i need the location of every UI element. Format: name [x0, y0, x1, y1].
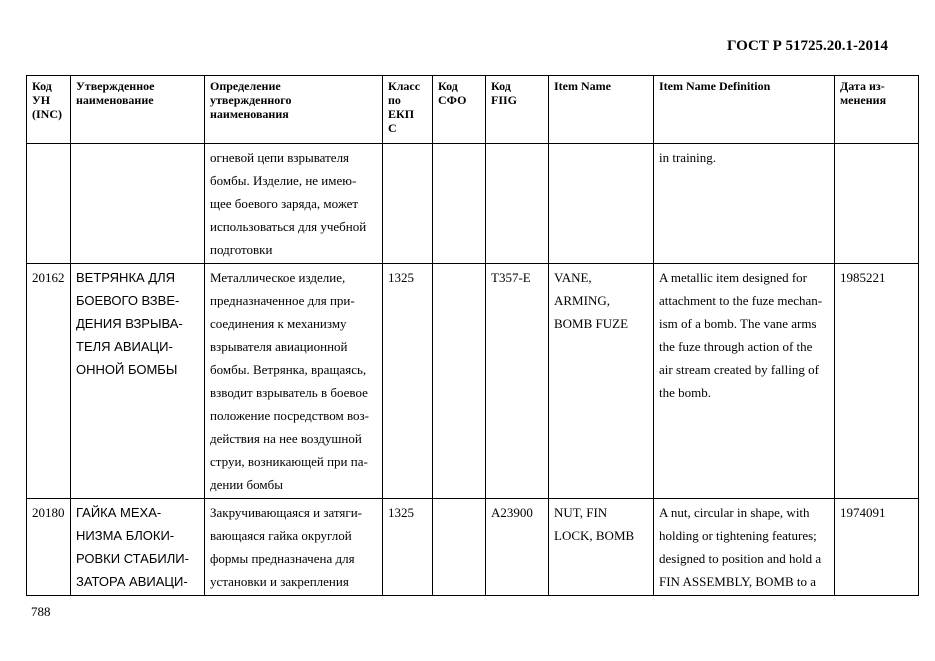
header-line: Item Name Definition: [659, 79, 771, 93]
header-line: ЕКП: [388, 107, 415, 121]
header-line: Дата из-: [840, 79, 885, 93]
header-line: Код: [32, 79, 52, 93]
header-line: СФО: [438, 93, 467, 107]
cell-line: щее боевого заряда, может: [210, 196, 359, 211]
document-title: ГОСТ Р 51725.20.1-2014: [726, 38, 888, 54]
header-line: утвержденного: [210, 93, 292, 107]
header-line: по: [388, 93, 401, 107]
table-body: [27, 144, 919, 596]
inc-cell: [27, 144, 71, 264]
sfo-cell: [433, 264, 486, 499]
cell-line: Закручивающаяся и затяги-: [210, 505, 363, 520]
inc-cell: 20162: [27, 264, 71, 499]
cell-line: установки и закрепления: [210, 574, 349, 589]
change-date-cell: [835, 144, 919, 264]
change-date-cell: 1974091: [835, 499, 919, 596]
approved-name-cell: [71, 264, 205, 499]
cell-line: A nut, circular in shape, with: [659, 505, 810, 520]
fiig-cell: A23900: [486, 499, 549, 596]
fiig-cell: [486, 144, 549, 264]
table-header-row: [27, 76, 919, 144]
cell-line: НИЗМА БЛОКИ-: [76, 528, 175, 543]
data-table: [26, 75, 919, 596]
cell-line: ARMING,: [554, 293, 610, 308]
cell-line: the bomb.: [659, 385, 711, 400]
cell-line: бомбы. Ветрянка, вращаясь,: [210, 362, 367, 377]
header-line: Утвержденное: [76, 79, 155, 93]
item-name-cell: [549, 144, 654, 264]
inc-cell: 20180: [27, 499, 71, 596]
approved-name-cell: [71, 499, 205, 596]
cell-line: дении бомбы: [210, 477, 283, 492]
change-date-cell: 1985221: [835, 264, 919, 499]
item-name-definition-cell: [654, 144, 835, 264]
fiig-cell: T357-E: [486, 264, 549, 499]
header-line: Класс: [388, 79, 421, 93]
header-line: FIIG: [491, 93, 518, 107]
item-name-definition-cell: [654, 264, 835, 499]
header-col-definition: [205, 76, 383, 144]
item-name-definition-cell: [654, 499, 835, 596]
cell-line: ГАЙКА МЕХА-: [76, 505, 162, 520]
item-name-cell: [549, 499, 654, 596]
cell-line: Металлическое изделие,: [210, 270, 346, 285]
cell-line: ДЕНИЯ ВЗРЫВА-: [76, 316, 183, 331]
table-row: [27, 144, 919, 264]
header-col-approved-name: [71, 76, 205, 144]
class-cell: 1325: [383, 499, 433, 596]
header-line: наименование: [76, 93, 154, 107]
cell-line: air stream created by falling of: [659, 362, 819, 377]
cell-line: положение посредством воз-: [210, 408, 369, 423]
cell-line: in training.: [659, 150, 717, 165]
header-col-item-name-definition: [654, 76, 835, 144]
header-line: С: [388, 121, 397, 135]
cell-line: предназначенное для при-: [210, 293, 355, 308]
cell-line: A metallic item designed for: [659, 270, 808, 285]
cell-line: подготовки: [210, 242, 273, 257]
cell-line: ism of a bomb. The vane arms: [659, 316, 817, 331]
cell-line: NUT, FIN: [554, 505, 608, 520]
cell-line: использоваться для учебной: [210, 219, 367, 234]
cell-line: вающаяся гайка округлой: [210, 528, 352, 543]
cell-line: the fuze through action of the: [659, 339, 813, 354]
header-col-change-date: [835, 76, 919, 144]
class-cell: [383, 144, 433, 264]
cell-line: РОВКИ СТАБИЛИ-: [76, 551, 189, 566]
cell-line: бомбы. Изделие, не имею-: [210, 173, 357, 188]
item-name-cell: [549, 264, 654, 499]
cell-line: взрывателя авиационной: [210, 339, 348, 354]
cell-line: огневой цепи взрывателя: [210, 150, 350, 165]
header-col-fiig: [486, 76, 549, 144]
header-col-class: [383, 76, 433, 144]
header-line: Item Name: [554, 79, 611, 93]
cell-line: действия на нее воздушной: [210, 431, 362, 446]
approved-name-cell: [71, 144, 205, 264]
page-number: 788: [31, 604, 51, 619]
cell-line: соединения к механизму: [210, 316, 347, 331]
cell-line: струи, возникающей при па-: [210, 454, 368, 469]
cell-line: designed to position and hold a: [659, 551, 822, 566]
header-line: Код: [438, 79, 458, 93]
table-row: [27, 499, 919, 596]
definition-cell: [205, 144, 383, 264]
header-col-inc: [27, 76, 71, 144]
cell-line: формы предназначена для: [210, 551, 355, 566]
header-line: (INC): [32, 107, 62, 121]
cell-line: ОННОЙ БОМБЫ: [76, 362, 178, 377]
cell-line: ТЕЛЯ АВИАЦИ-: [76, 339, 173, 354]
cell-line: БОЕВОГО ВЗВЕ-: [76, 293, 180, 308]
sfo-cell: [433, 144, 486, 264]
header-line: наименования: [210, 107, 289, 121]
header-col-sfo: [433, 76, 486, 144]
cell-line: LOCK, BOMB: [554, 528, 635, 543]
cell-line: FIN ASSEMBLY, BOMB to a: [659, 574, 817, 589]
cell-line: VANE,: [554, 270, 592, 285]
header-line: УН: [32, 93, 51, 107]
header-line: Определение: [210, 79, 281, 93]
table-row: [27, 264, 919, 499]
header-col-item-name: [549, 76, 654, 144]
cell-line: BOMB FUZE: [554, 316, 629, 331]
header-line: Код: [491, 79, 511, 93]
cell-line: ЗАТОРА АВИАЦИ-: [76, 574, 188, 589]
header-line: менения: [840, 93, 887, 107]
definition-cell: [205, 499, 383, 596]
cell-line: attachment to the fuze mechan-: [659, 293, 823, 308]
sfo-cell: [433, 499, 486, 596]
cell-line: ВЕТРЯНКА ДЛЯ: [76, 270, 176, 285]
cell-line: holding or tightening features;: [659, 528, 817, 543]
class-cell: 1325: [383, 264, 433, 499]
definition-cell: [205, 264, 383, 499]
cell-line: взводит взрыватель в боевое: [210, 385, 368, 400]
